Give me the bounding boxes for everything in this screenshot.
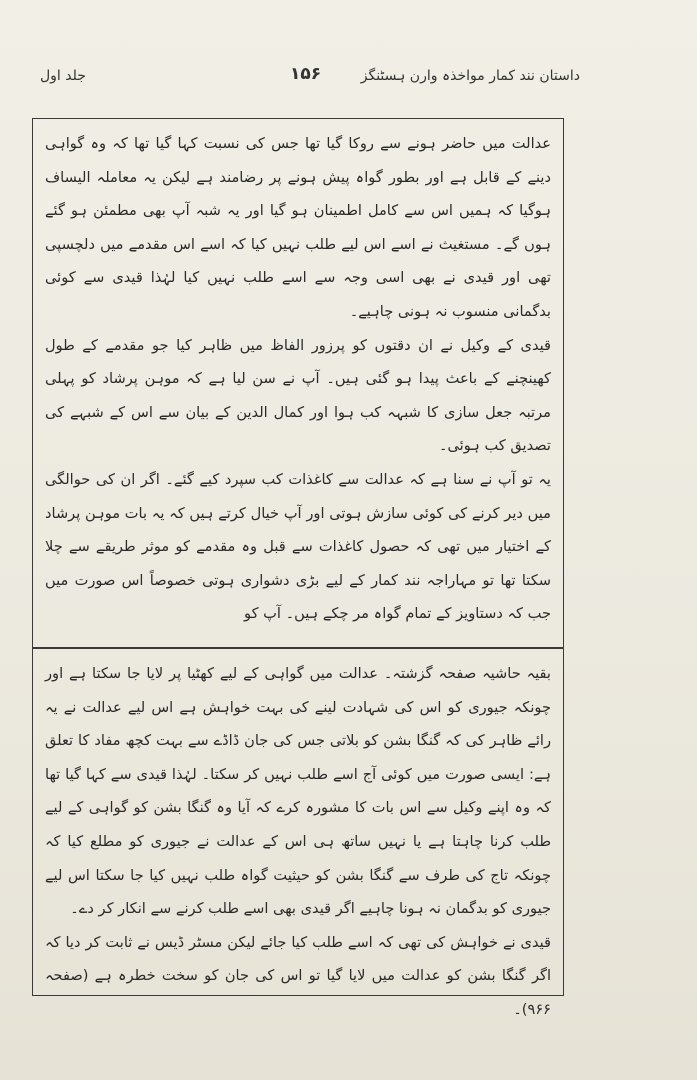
main-paragraph-2: قیدی کے وکیل نے ان دقتوں کو پرزور الفاظ میں ظاہر کیا جو مقدمے کے طول کھینچنے کے باعث پیدا ہو گئی ہیں۔ آپ نے سن لیا ہے کہ موہن پرشاد کو پہلی مرتبہ جعل سازی کا شبہہ کب ہوا اور کمال الدین کے بیان سے اس کے شبہے کی تصدیق کب ہوئی۔ <box>45 336 551 455</box>
main-paragraph-3: یہ تو آپ نے سنا ہے کہ عدالت سے کاغذات کب سپرد کیے گئے۔ اگر ان کی حوالگی میں دیر کرنے کی کوئی سازش ہوتی اور آپ خیال کرتے ہیں کہ یہ بات موہن پرشاد کے اختیار میں تھی کہ حصول کاغذات سے قبل وہ مقدمے کو موثر طریقے سے چلا سکتا تھا تو مہاراجہ نند کمار کے لیے بڑی دشواری ہوتی خصوصاً اس صورت میں جب کہ دستاویز کے تمام گواہ مر چکے ہیں۔ آپ کو <box>45 470 551 623</box>
volume-label: جلد اول <box>40 68 86 84</box>
footnote-box <box>32 648 564 1018</box>
footnote-paragraph-1: بقیہ حاشیہ صفحہ گزشتہ۔ عدالت میں گواہی کے لیے کھٹیا پر لایا جا سکتا ہے اور چونکہ جیوری کو اس کی شہادت لینے کی بہت خواہش ہے اس لیے عدالت نے یہ رائے ظاہر کی کہ گنگا بشن کو بلاتی جس کی جان ڈاڈے سے بہت کچھ مفاد کا تعلق ہے: ایسی صورت میں کوئی آج اسے طلب نہیں کر سکتا۔ لہٰذا قیدی سے کہا گیا تھا کہ وہ اپنے وکیل سے اس بات کا مشورہ کرے کہ آیا وہ گنگا بشن کو گواہی کے لیے طلب کرنا چاہتا ہے یا نہیں ساتھ ہی اس کے عدالت نے جیوری کو مطلع کیا کہ چونکہ تاج کی طرف سے گنگا بشن کو حیثیت گواہ طلب نہیں کیا جا سکتا اس لیے جیوری کو بدگمان نہ ہونا چاہیے اگر قیدی بھی اسے طلب کرنے سے انکار کر دے۔ <box>45 665 551 918</box>
page-number: ۱۵۶ <box>290 64 322 84</box>
running-title: داستان نند کمار مواخذہ وارن ہسٹنگز <box>360 68 580 84</box>
page-header <box>40 62 580 92</box>
main-paragraph-1: عدالت میں حاضر ہونے سے روکا گیا تھا جس کی نسبت کہا گیا تھا کہ وہ گواہی دینے کے قابل ہے اور بطور گواہ پیش ہونے پر رضامند ہے لیکن یہ معاملہ الیساف ہوگیا کہ ہمیں اس سے کامل اطمینان ہو گیا اور یہ شبہ آپ بھی مطمئن ہو گئے ہوں گے۔ مستغیث نے اسے اس لیے طلب نہیں کیا کہ اسے اس مقدمے میں دلچسپی تھی اور قیدی نے بھی اسی وجہ سے اسے طلب نہیں کیا لہٰذا قیدی سے کوئی بدگمانی منسوب نہ ہونی چاہیے۔ <box>45 135 551 320</box>
footnote-paragraph-2: قیدی نے خواہش کی تھی کہ اسے طلب کیا جائے لیکن مسٹر ڈیس نے ثابت کر دیا کہ اگر گنگا بشن کو عدالت میں لایا گیا تو اس کی جان کو سخت خطرہ ہے (صفحہ ۹۶۶)۔ <box>45 933 551 1018</box>
main-text-box <box>32 118 564 648</box>
